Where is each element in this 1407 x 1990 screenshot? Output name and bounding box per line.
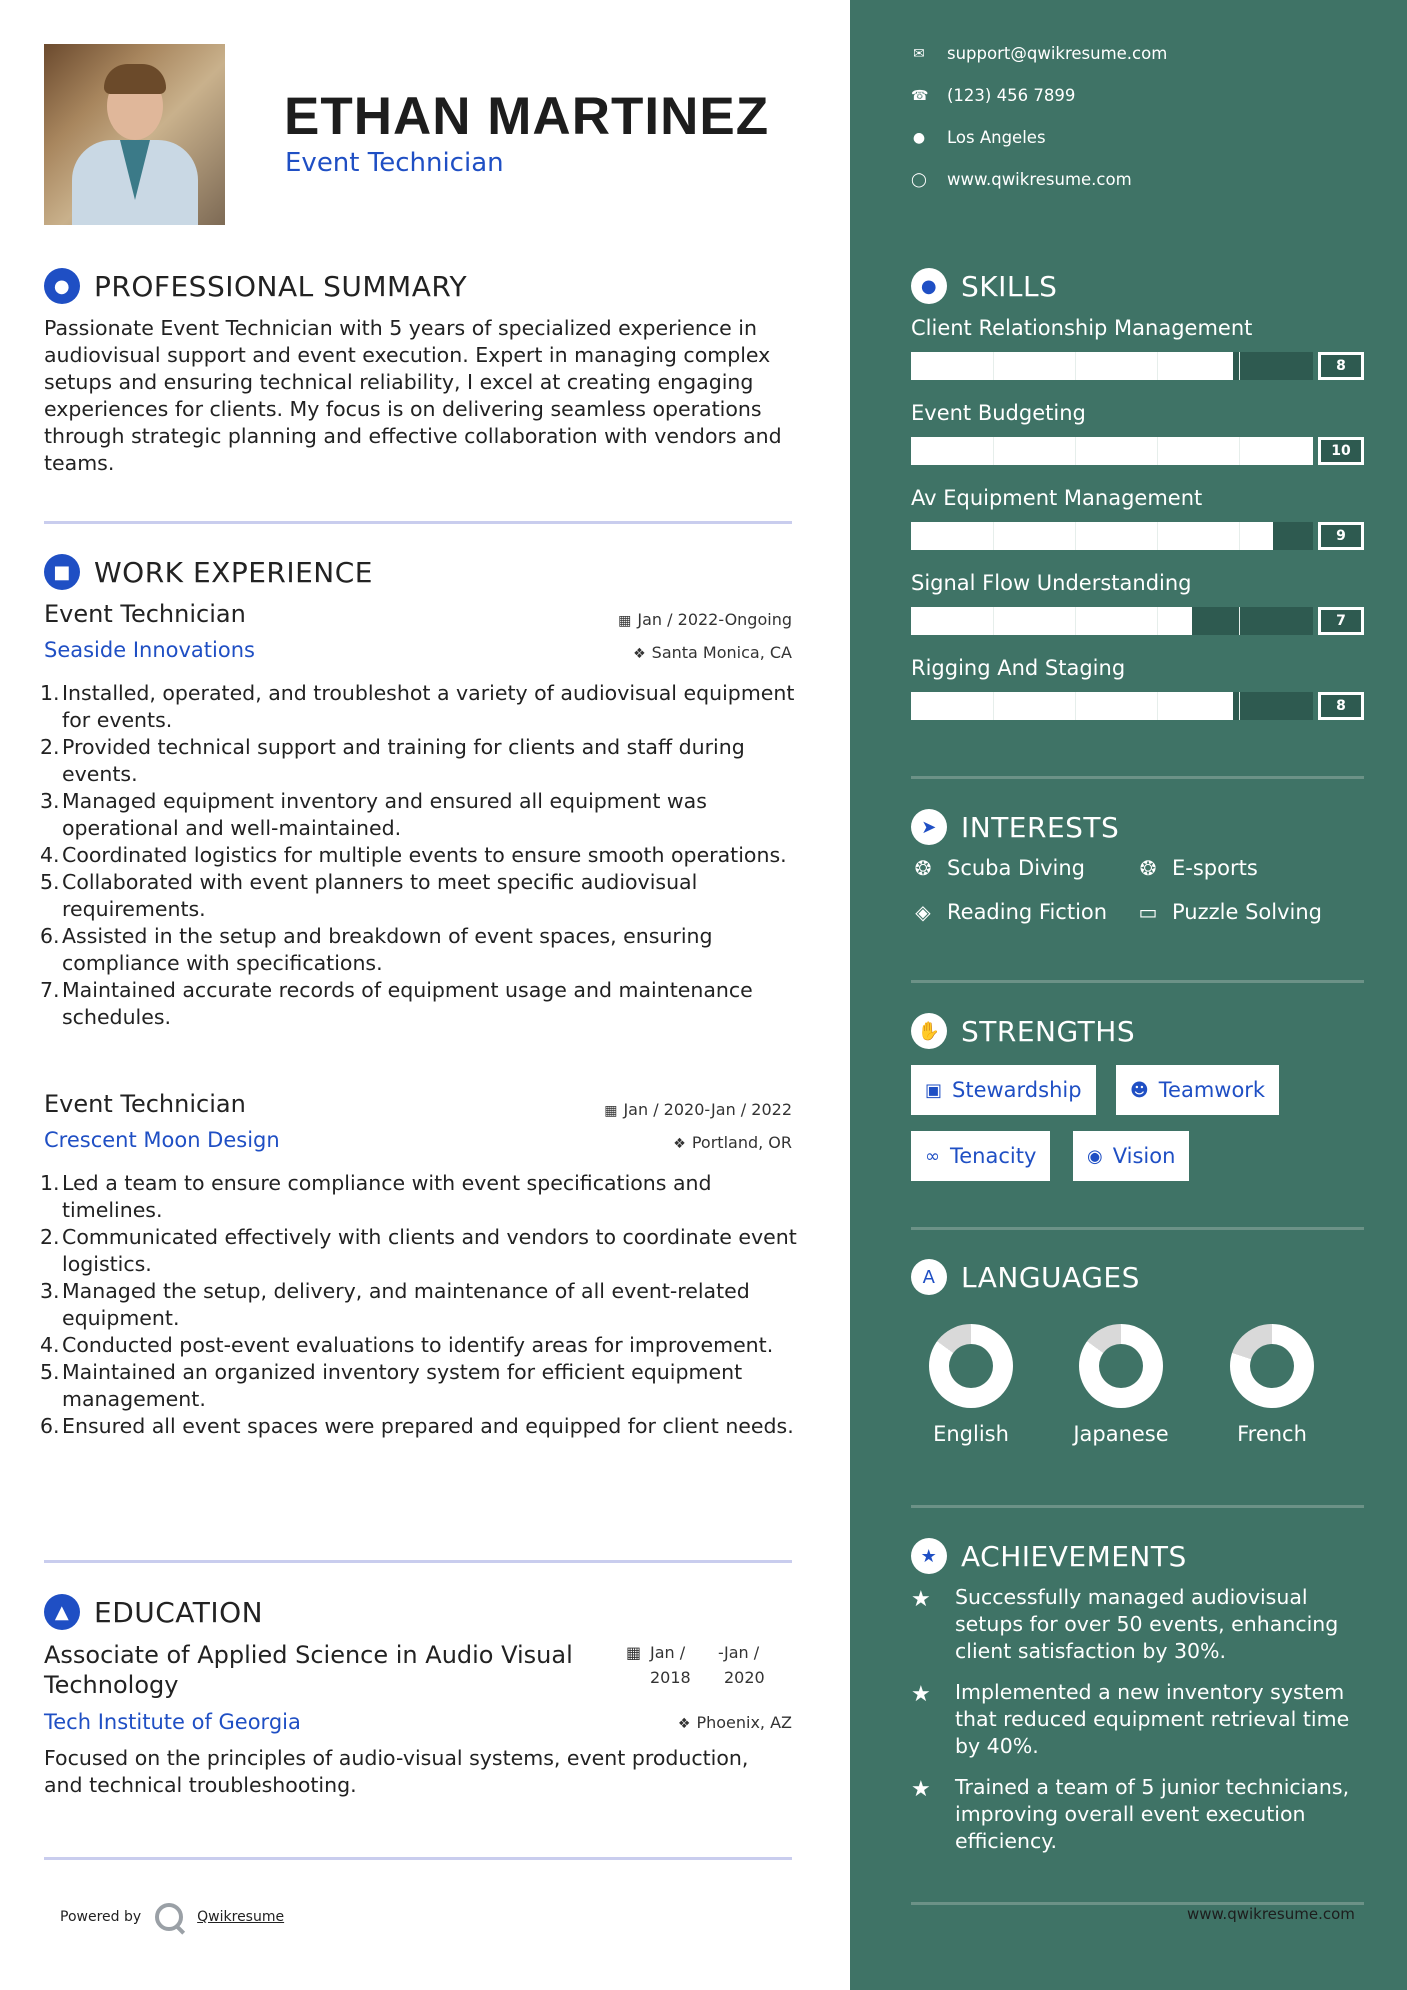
- interest-label: E-sports: [1172, 856, 1258, 880]
- date-year: 2018: [650, 1668, 691, 1687]
- interest-item: [1136, 900, 1322, 924]
- degree-line: Technology: [44, 1671, 179, 1699]
- contact-email-text: support@qwikresume.com: [947, 44, 1168, 63]
- skill-score: 8: [1318, 692, 1364, 720]
- star-icon: ★: [911, 1682, 931, 1707]
- contact-location: [911, 128, 1046, 147]
- skills-heading: [911, 268, 1057, 304]
- achievement-text: Trained a team of 5 junior technicians, improving overall event execution efficiency.: [955, 1775, 1350, 1853]
- duty-list: [40, 1170, 804, 1440]
- achievement-text: Successfully managed audiovisual setups for over 50 events, enhancing client satisfaction by 30%.: [955, 1585, 1339, 1663]
- strength-badge: [911, 1065, 1096, 1115]
- strengths-title: STRENGTHS: [961, 1014, 1136, 1048]
- education-location: [560, 1713, 792, 1732]
- gamepad-icon: ◈: [915, 900, 931, 924]
- list-item: 2. Provided technical support and training for clients and staff during events.: [40, 735, 745, 786]
- skill-score: 8: [1318, 352, 1364, 380]
- summary-heading: [44, 268, 467, 304]
- skill-bar-fill: [911, 692, 1233, 720]
- duty-text: Ensured all event spaces were prepared and equipped for client needs.: [62, 1414, 794, 1438]
- language-donut: [929, 1324, 1013, 1408]
- candidate-role: Event Technician: [285, 148, 504, 178]
- duty-text: Conducted post-event evaluations to identify areas for improvement.: [62, 1333, 774, 1357]
- skill-score: 7: [1318, 607, 1364, 635]
- duty-list: [40, 680, 804, 1031]
- list-item: 3. Managed equipment inventory and ensured all equipment was operational and well-maintained.: [40, 789, 707, 840]
- strength-label: Vision: [1112, 1144, 1176, 1168]
- calendar-icon: ▦: [626, 1643, 642, 1662]
- language-donut: [1079, 1324, 1163, 1408]
- language-item: [1202, 1324, 1342, 1446]
- duty-text: Coordinated logistics for multiple events to ensure smooth operations.: [62, 843, 787, 867]
- user-icon: ●: [44, 268, 80, 304]
- candidate-name: ETHAN MARTINEZ: [284, 87, 770, 146]
- education-text: Focused on the principles of audio-visual systems, event production, and technical troubleshooting.: [44, 1746, 749, 1797]
- link-icon: ∞: [925, 1145, 940, 1167]
- skill-label: Rigging And Staging: [911, 656, 1126, 680]
- achievement-item: [911, 1679, 1371, 1760]
- list-item: 4. Conducted post-event evaluations to identify areas for improvement.: [40, 1333, 774, 1357]
- photo-hair-shape: [104, 64, 166, 94]
- job-location: [560, 1133, 792, 1152]
- qwikresume-link[interactable]: Qwikresume: [197, 1909, 285, 1925]
- section-divider: [44, 1857, 792, 1860]
- list-item: 6. Assisted in the setup and breakdown of event spaces, ensuring compliance with specifications.: [40, 924, 713, 975]
- list-item: 5. Collaborated with event planners to meet specific audiovisual requirements.: [40, 870, 698, 921]
- skill-bar-fill: [911, 437, 1313, 465]
- list-item: 6. Ensured all event spaces were prepared and equipped for client needs.: [40, 1414, 794, 1438]
- degree-title: [44, 1640, 573, 1700]
- calendar-icon: ▦: [618, 613, 632, 629]
- interest-label: Reading Fiction: [947, 900, 1108, 924]
- skill-bar: [911, 352, 1313, 380]
- life-ring-icon: ❂: [914, 856, 932, 880]
- section-divider: [44, 1560, 792, 1563]
- duty-text: Managed equipment inventory and ensured all equipment was operational and well-maintained.: [62, 789, 707, 840]
- skill-bar: [911, 692, 1313, 720]
- skills-title: SKILLS: [961, 269, 1058, 303]
- globe-icon: ◯: [911, 171, 927, 188]
- work-title: WORK EXPERIENCE: [94, 555, 373, 589]
- date-month: Jan /: [724, 1643, 760, 1662]
- company-name: Seaside Innovations: [44, 638, 255, 662]
- calendar-icon: ▦: [604, 1103, 618, 1119]
- book-icon: ▭: [1138, 900, 1158, 924]
- duty-text: Led a team to ensure compliance with event specifications and timelines.: [62, 1171, 712, 1222]
- language-item: [1051, 1324, 1191, 1446]
- binoculars-icon: ◉: [1087, 1145, 1103, 1167]
- skill-bar-fill: [911, 607, 1192, 635]
- interest-item: [911, 900, 1107, 924]
- section-divider: [911, 1505, 1364, 1508]
- qwikresume-logo-icon: [155, 1903, 183, 1931]
- job-title: Event Technician: [44, 600, 246, 628]
- briefcase-icon: ▣: [925, 1079, 943, 1101]
- star-icon: ★: [911, 1587, 931, 1612]
- contact-phone-text: (123) 456 7899: [947, 86, 1076, 105]
- strength-label: Stewardship: [952, 1078, 1082, 1102]
- section-divider: [44, 521, 792, 524]
- interests-title: INTERESTS: [961, 810, 1120, 844]
- achievement-text: Implemented a new inventory system that reduced equipment retrieval time by 40%.: [955, 1680, 1350, 1758]
- education-start-date: [650, 1640, 691, 1690]
- contact-location-text: Los Angeles: [947, 128, 1046, 147]
- job-date-text: Jan / 2022-Ongoing: [637, 610, 792, 629]
- contact-phone[interactable]: [911, 86, 1075, 105]
- degree-line: Associate of Applied Science in Audio Visual: [44, 1641, 573, 1669]
- education-location-text: Phoenix, AZ: [696, 1713, 792, 1732]
- skill-label: Av Equipment Management: [911, 486, 1203, 510]
- interests-heading: [911, 809, 1119, 845]
- summary-title: PROFESSIONAL SUMMARY: [94, 269, 468, 303]
- envelope-icon: ✉: [913, 45, 925, 62]
- interest-label: Puzzle Solving: [1172, 900, 1322, 924]
- job-title: Event Technician: [44, 1090, 246, 1118]
- skill-score: 9: [1318, 522, 1364, 550]
- languages-title: LANGUAGES: [961, 1260, 1140, 1294]
- powered-by-label: Powered by: [60, 1909, 142, 1925]
- phone-icon: ☎: [911, 87, 929, 104]
- education-end-date: [724, 1640, 765, 1690]
- skill-bar-fill: [911, 352, 1233, 380]
- list-item: 1. Installed, operated, and troubleshot a variety of audiovisual equipment for events.: [40, 681, 795, 732]
- briefcase-icon: ■: [44, 554, 80, 590]
- language-label: Japanese: [1073, 1422, 1169, 1446]
- job-date: [560, 610, 792, 629]
- duty-text: Maintained accurate records of equipment usage and maintenance schedules.: [62, 978, 753, 1029]
- strength-label: Teamwork: [1158, 1078, 1266, 1102]
- star-icon: ★: [911, 1777, 931, 1802]
- school-name: Tech Institute of Georgia: [44, 1710, 301, 1734]
- contact-email[interactable]: [911, 44, 1167, 63]
- section-divider: [911, 1227, 1364, 1230]
- achievements-heading: [911, 1538, 1187, 1574]
- duty-text: Collaborated with event planners to meet specific audiovisual requirements.: [62, 870, 698, 921]
- fist-icon: ✋: [911, 1013, 947, 1049]
- language-donut: [1230, 1324, 1314, 1408]
- summary-text: Passionate Event Technician with 5 years of specialized experience in audiovisual support and event execution. Expert in managing complex setups and ensuring technical reliability, I excel at creating engaging experiences for clients. My focus is on delivering seamless operations through strategic planning and effective collaboration with vendors and teams.: [44, 316, 782, 475]
- skill-label: Client Relationship Management: [911, 316, 1253, 340]
- list-item: 5. Maintained an organized inventory system for efficient equipment management.: [40, 1360, 743, 1411]
- section-divider: [911, 776, 1364, 779]
- list-item: 3. Managed the setup, delivery, and maintenance of all event-related equipment.: [40, 1279, 750, 1330]
- job-date: [540, 1100, 792, 1119]
- profile-photo: [44, 44, 225, 225]
- interest-item: [1136, 856, 1258, 880]
- achievement-item: [911, 1774, 1371, 1855]
- lightbulb-icon: ●: [911, 268, 947, 304]
- interest-item: [911, 856, 1085, 880]
- date-year: 2020: [724, 1668, 765, 1687]
- job-location-text: Santa Monica, CA: [651, 643, 792, 662]
- achievement-item: [911, 1584, 1371, 1665]
- skill-label: Signal Flow Understanding: [911, 571, 1192, 595]
- life-ring-icon: ❂: [1139, 856, 1157, 880]
- strength-badge: [1073, 1131, 1189, 1181]
- contact-website[interactable]: [911, 170, 1132, 189]
- education-heading: [44, 1594, 263, 1630]
- star-badge-icon: ★: [911, 1538, 947, 1574]
- strengths-heading: [911, 1013, 1135, 1049]
- work-heading: [44, 554, 373, 590]
- job-location: [560, 643, 792, 662]
- duty-text: Provided technical support and training for clients and staff during events.: [62, 735, 745, 786]
- job-location-text: Portland, OR: [691, 1133, 792, 1152]
- contact-website-text: www.qwikresume.com: [947, 170, 1132, 189]
- skill-bar: [911, 437, 1313, 465]
- skill-bar: [911, 522, 1313, 550]
- education-title: EDUCATION: [94, 1595, 264, 1629]
- location-pin-icon: ●: [912, 129, 926, 146]
- duty-text: Installed, operated, and troubleshot a variety of audiovisual equipment for events.: [62, 681, 795, 732]
- section-divider: [911, 980, 1364, 983]
- pin-icon: ❖: [677, 1716, 691, 1732]
- language-label: English: [933, 1422, 1009, 1446]
- list-item: 4. Coordinated logistics for multiple events to ensure smooth operations.: [40, 843, 787, 867]
- list-item: 7. Maintained accurate records of equipment usage and maintenance schedules.: [40, 978, 753, 1029]
- job-date-text: Jan / 2020-Jan / 2022: [623, 1100, 792, 1119]
- duty-text: Managed the setup, delivery, and maintenance of all event-related equipment.: [62, 1279, 750, 1330]
- skill-bar-fill: [911, 522, 1273, 550]
- language-icon: A: [911, 1259, 947, 1295]
- duty-text: Assisted in the setup and breakdown of event spaces, ensuring compliance with specifications.: [62, 924, 713, 975]
- paper-plane-icon: ➤: [911, 809, 947, 845]
- users-icon: ☻: [1130, 1079, 1149, 1101]
- date-separator: -: [718, 1643, 724, 1662]
- languages-heading: [911, 1259, 1140, 1295]
- duty-text: Maintained an organized inventory system for efficient equipment management.: [62, 1360, 743, 1411]
- language-item: [901, 1324, 1041, 1446]
- strength-label: Tenacity: [950, 1144, 1037, 1168]
- strength-badge: [911, 1131, 1050, 1181]
- language-label: French: [1237, 1422, 1307, 1446]
- company-name: Crescent Moon Design: [44, 1128, 280, 1152]
- date-month: Jan /: [650, 1643, 686, 1662]
- list-item: 2. Communicated effectively with clients and vendors to coordinate event logistics.: [40, 1225, 797, 1276]
- graduation-cap-icon: ▲: [44, 1594, 80, 1630]
- pin-icon: ❖: [673, 1136, 686, 1152]
- achievements-title: ACHIEVEMENTS: [961, 1539, 1187, 1573]
- duty-text: Communicated effectively with clients and vendors to coordinate event logistics.: [62, 1225, 797, 1276]
- list-item: 1. Led a team to ensure compliance with event specifications and timelines.: [40, 1171, 712, 1222]
- interest-label: Scuba Diving: [947, 856, 1085, 880]
- skill-score: 10: [1318, 437, 1364, 465]
- strength-badge: [1116, 1065, 1279, 1115]
- footer-url[interactable]: www.qwikresume.com: [1187, 1905, 1355, 1923]
- pin-icon: ❖: [633, 646, 646, 662]
- powered-by: [60, 1903, 284, 1931]
- skill-bar: [911, 607, 1313, 635]
- skill-label: Event Budgeting: [911, 401, 1086, 425]
